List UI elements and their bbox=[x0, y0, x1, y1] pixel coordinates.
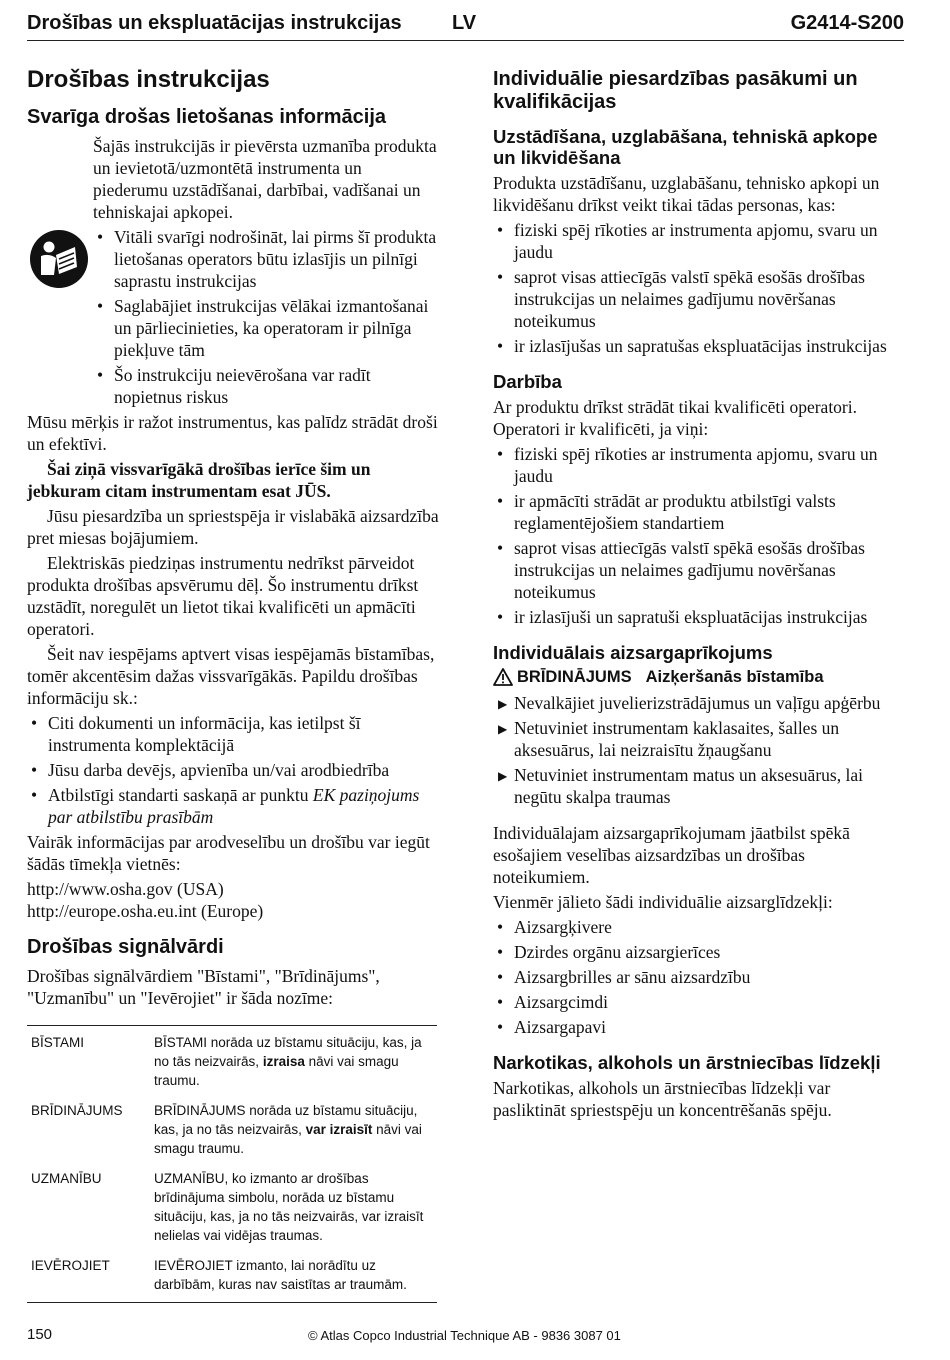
table-cell-term: BĪSTAMI bbox=[31, 1035, 85, 1050]
table-cell-term: UZMANĪBU bbox=[31, 1171, 102, 1186]
drugs-paragraph: Narkotikas, alkohols un ārstniecības līdzekļi var pasliktināt spriestspēju un koncentrēšanās spēju. bbox=[493, 1078, 832, 1120]
list-item: • Aizsargķivere bbox=[497, 917, 612, 937]
install-list bbox=[493, 219, 905, 357]
signal-intro: Drošības signālvārdiem "Bīstami", "Brīdinājums", "Uzmanību" un "Ievērojiet" ir šāda nozīme: bbox=[27, 966, 380, 1008]
reference-link: EK paziņojums par atbilstību prasībām bbox=[48, 785, 420, 827]
list-item: • Aizsargapavi bbox=[497, 1017, 607, 1037]
list-item: • Citi dokumenti un informācija, kas ietilpst šī instrumenta komplektācijā bbox=[31, 713, 361, 755]
warning-label bbox=[493, 667, 905, 687]
list-item: • Saglabājiet instrukcijas vēlākai izmantošanai un pārliecinieties, ka operatoram ir pilnīga piekļuve tām bbox=[97, 296, 429, 360]
ppe-list bbox=[493, 916, 905, 1038]
page-number: 150 bbox=[27, 1326, 53, 1343]
install-heading: Uzstādīšana, uzglabāšana, tehniskā apkope un likvidēšana bbox=[493, 126, 878, 168]
reference-list bbox=[27, 712, 439, 828]
read-manual-icon bbox=[29, 229, 89, 289]
paragraph: Vairāk informācijas par arodveselību un drošību var iegūt šādās tīmekļa vietnēs: bbox=[27, 832, 430, 874]
intro-block bbox=[27, 135, 439, 408]
list-item: • saprot visas attiecīgās valstī spēkā esošās drošības instrukcijas un nelaimes gadījumu novēršanas noteikumus bbox=[497, 267, 865, 331]
list-item: • ir apmācīti strādāt ar produktu atbilstīgi valsts reglamentējošiem standartiem bbox=[497, 491, 836, 533]
operation-intro: Ar produktu drīkst strādāt tikai kvalificēti operatori. Operatori ir kvalificēti, ja viņi: bbox=[493, 397, 857, 439]
signal-words-table bbox=[27, 1025, 437, 1303]
list-item: • Dzirdes orgānu aizsargierīces bbox=[497, 942, 721, 962]
table-cell-desc: UZMANĪBU, ko izmanto ar drošības brīdinājuma simbolu, norāda uz bīstamu situāciju, kas, ja no tās neizvairās, var izraisīt nelielas vai vidējas traumas. bbox=[154, 1171, 424, 1243]
list-item: • fiziski spēj rīkoties ar instrumenta apjomu, svaru un jaudu bbox=[497, 444, 878, 486]
table-row bbox=[27, 1249, 437, 1303]
signal-words-heading: Drošības signālvārdi bbox=[27, 936, 224, 958]
list-item: • ir izlasījuši un sapratuši ekspluatācijas instrukcijas bbox=[497, 607, 868, 627]
header-language: LV bbox=[452, 12, 477, 34]
left-column bbox=[27, 62, 439, 1303]
table-cell-term: IEVĒROJIET bbox=[31, 1258, 110, 1273]
list-item: • Vitāli svarīgi nodrošināt, lai pirms šī produkta lietošanas operators būtu izlasījis un pilnīgi saprastu instrukcijas bbox=[97, 227, 437, 291]
url-osha: http://www.osha.gov (USA) bbox=[27, 879, 224, 899]
list-item: • Atbilstīgi standarti saskaņā ar punktu EK paziņojums par atbilstību prasībām bbox=[31, 785, 420, 827]
drugs-heading: Narkotikas, alkohols un ārstniecības līdzekļi bbox=[493, 1052, 881, 1073]
paragraph: Individuālajam aizsargaprīkojumam jāatbilst spēkā esošajiem veselības aizsardzības un drošības noteikumiem. bbox=[493, 823, 850, 887]
right-column bbox=[493, 68, 905, 1124]
list-item: ▶ Netuviniet instrumentam matus un aksesuārus, lai negūtu skalpa traumas bbox=[498, 765, 863, 807]
warning-title: Aizķeršanās bīstamība bbox=[645, 668, 824, 686]
paragraph: Šeit nav iespējams aptvert visas iespējamās bīstamības, tomēr akcentēsim dažas vissvarīgākās. Papildu drošības informāciju sk.: bbox=[27, 644, 435, 708]
bold-paragraph: Šai ziņā vissvarīgākā drošības ierīce šim un jebkuram citam instrumentam esat JŪS. bbox=[27, 459, 371, 501]
paragraph: Mūsu mērķis ir ražot instrumentus, kas palīdz strādāt droši un efektīvi. bbox=[27, 412, 438, 454]
table-cell-desc: IEVĒROJIET izmanto, lai norādītu uz darbībām, kuras nav saistītas ar traumām. bbox=[154, 1258, 407, 1292]
warning-list bbox=[493, 692, 905, 808]
page-header bbox=[27, 12, 904, 41]
install-intro: Produkta uzstādīšanu, uzglabāšanu, tehnisko apkopi un likvidēšanu drīkst veikt tikai tādas personas, kas: bbox=[493, 173, 880, 215]
paragraph: Elektriskās piedziņas instrumentu nedrīkst pārveidot produkta drošības apsvērumu dēļ. Šo instrumentu drīkst uzstādīt, noregulēt un lietot tikai kvalificēti un apmācīti operatori. bbox=[27, 553, 419, 639]
warning-triangle-icon bbox=[493, 668, 513, 686]
url-europe: http://europe.osha.eu.int (Europe) bbox=[27, 901, 264, 921]
list-item: • Aizsargbrilles ar sānu aizsardzību bbox=[497, 967, 751, 987]
ppe-heading: Individuālais aizsargaprīkojums bbox=[493, 642, 773, 663]
list-item: ▶ Netuviniet instrumentam kaklasaites, šalles un aksesuārus, lai neizraisītu žņaugšanu bbox=[498, 718, 840, 760]
warning-word: BRĪDINĀJUMS bbox=[517, 668, 632, 686]
list-item: • Šo instrukciju neievērošana var radīt nopietnus riskus bbox=[97, 365, 371, 407]
table-cell-desc: BRĪDINĀJUMS norāda uz bīstamu situāciju, kas, ja no tās neizvairās, var izraisīt nāvi vai smagu traumu. bbox=[154, 1103, 422, 1156]
section-title: Drošības instrukcijas bbox=[27, 66, 270, 93]
qualifications-heading: Individuālie piesardzības pasākumi un kvalifikācijas bbox=[493, 68, 858, 113]
list-item: • saprot visas attiecīgās valstī spēkā esošās drošības instrukcijas un nelaimes gadījumu novēršanas noteikumus bbox=[497, 538, 865, 602]
table-row bbox=[27, 1094, 437, 1162]
list-item: • Aizsargcimdi bbox=[497, 992, 608, 1012]
operation-list bbox=[493, 443, 905, 628]
intro-bullets bbox=[93, 226, 439, 408]
table-cell-term: BRĪDINĀJUMS bbox=[31, 1103, 123, 1118]
header-model: G2414-S200 bbox=[790, 12, 904, 34]
list-item: • Jūsu darba devējs, apvienība un/vai arodbiedrība bbox=[31, 760, 390, 780]
intro-text: Šajās instrukcijās ir pievērsta uzmanība produkta un ievietotā/uzmontētā instrumenta un piederumu uzstādīšanai, darbībai, vadīšanai un tehniskajai apkopei. bbox=[93, 136, 437, 222]
table-row bbox=[27, 1162, 437, 1249]
copyright: © Atlas Copco Industrial Technique AB - 9836 3087 01 bbox=[308, 1328, 621, 1343]
paragraph: Jūsu piesardzība un spriestspēja ir vislabākā aizsardzība pret miesas bojājumiem. bbox=[27, 506, 439, 548]
list-item: • fiziski spēj rīkoties ar instrumenta apjomu, svaru un jaudu bbox=[497, 220, 878, 262]
paragraph: Vienmēr jālieto šādi individuālie aizsarglīdzekļi: bbox=[493, 892, 833, 912]
header-title: Drošības un ekspluatācijas instrukcijas bbox=[27, 12, 402, 34]
important-info-heading: Svarīga drošas lietošanas informācija bbox=[27, 106, 387, 128]
table-row bbox=[27, 1026, 437, 1095]
table-cell-desc: BĪSTAMI norāda uz bīstamu situāciju, kas, ja no tās neizvairās, izraisa nāvi vai smagu traumu. bbox=[154, 1035, 422, 1088]
operation-heading: Darbība bbox=[493, 371, 562, 392]
list-item: • ir izlasījušas un sapratušas ekspluatācijas instrukcijas bbox=[497, 336, 887, 356]
list-item: ▶ Nevalkājiet juvelierizstrādājumus un vaļīgu apģērbu bbox=[498, 693, 881, 713]
